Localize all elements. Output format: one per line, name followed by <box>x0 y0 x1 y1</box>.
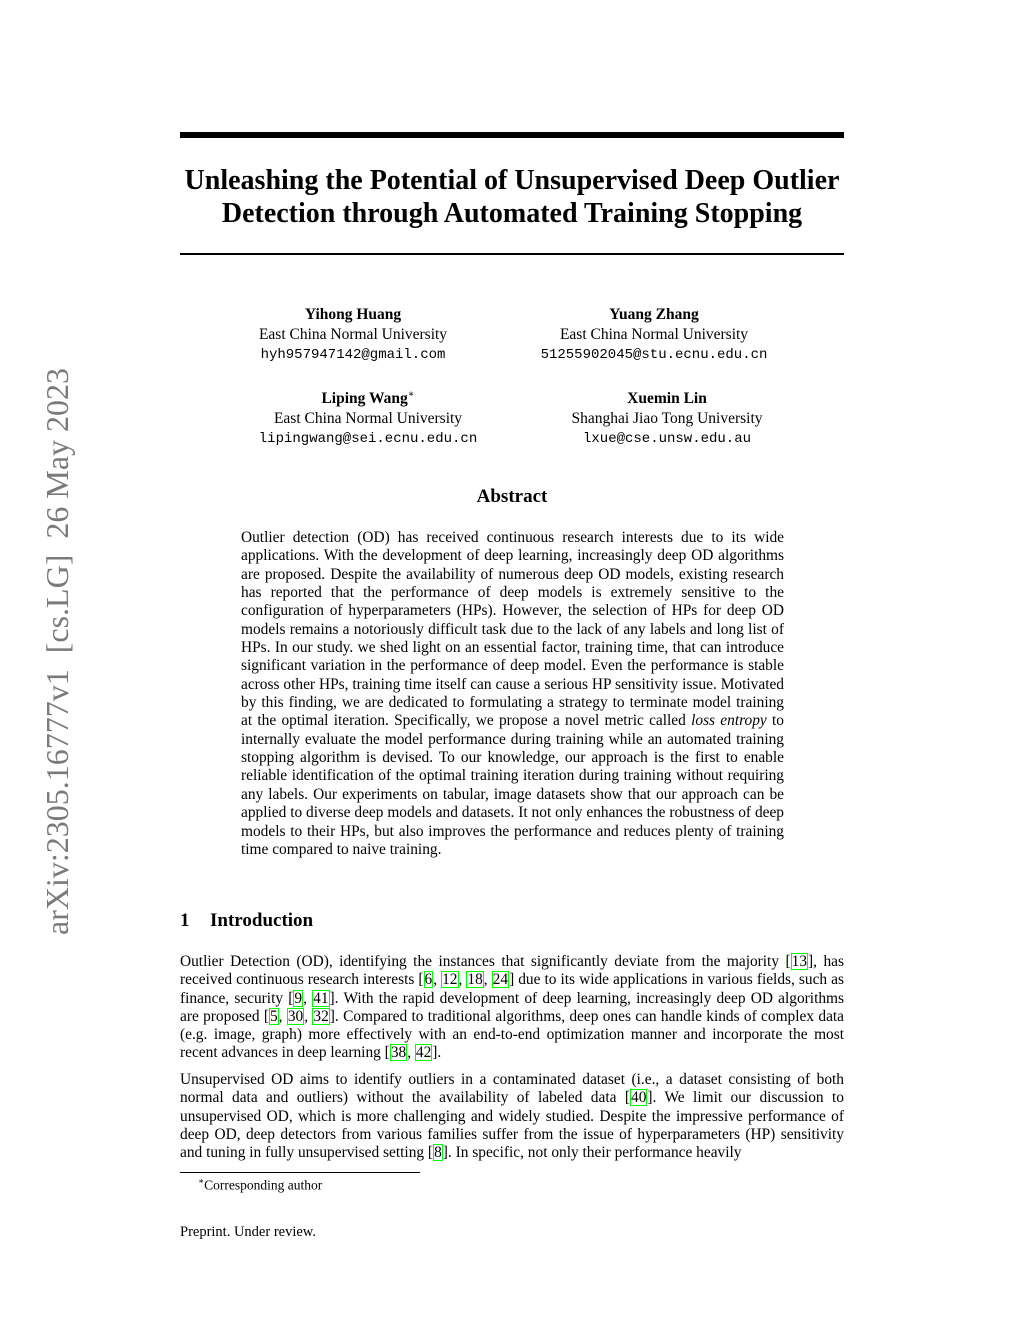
section-heading-introduction <box>180 910 313 932</box>
citation-link[interactable]: 9 <box>294 989 303 1007</box>
author-affiliation: East China Normal University <box>559 326 749 344</box>
author-name: Liping Wang∗ <box>321 389 415 408</box>
section-title: Introduction <box>210 910 314 931</box>
title-line-1: Unleashing the Potential of Unsupervised Deep Outlier <box>184 165 840 196</box>
citation-link[interactable]: 18 <box>467 971 483 989</box>
author-email: lxue@cse.unsw.edu.au <box>582 431 752 448</box>
author-name: Yihong Huang <box>304 306 402 324</box>
citation-link[interactable]: 24 <box>492 971 509 989</box>
footnote-text: Corresponding author <box>204 1177 323 1193</box>
citation-link[interactable]: 42 <box>415 1044 432 1062</box>
preprint-note: Preprint. Under review. <box>180 1224 316 1240</box>
arxiv-stamp <box>27 45 87 935</box>
title-bottom-rule <box>180 253 844 255</box>
section-number: 1 <box>180 910 190 931</box>
citation-link[interactable]: 30 <box>287 1007 304 1025</box>
author-name: Yuang Zhang <box>609 306 699 324</box>
author-affiliation: East China Normal University <box>258 326 448 344</box>
abstract-text: Outlier detection (OD) has received continuous research interests due to its wide applications. With the development of deep learning, increasingly deep OD algorithms are proposed. Despite the availability of numerous deep OD models, existing research has reported that the performance of deep models is extremely sensitive to the configuration of hyperparameters (HPs). However, the selection of HPs for deep OD models remains a notoriously difficult task due to the lack of any labels and long list of HPs. In our study. we shed light on an essential factor, training time, that can introduce significant variation in the performance of deep model. Even the performance is stable across other HPs, training time itself can cause a serious HP sensitivity issue. Motivated by this finding, we are dedicated to formulating a strategy to terminate model training at the optimal iteration. Specifically, we propose a novel metric called loss entropy to internally evaluate the model performance during training while an automated training stopping algorithm is devised. To our knowledge, our approach is the first to enable reliable identification of the optimal training iteration during training without requiring any labels. Our experiments on tabular, image datasets show that our approach can be applied to diverse deep models and datasets. It not only enhances the robustness of deep models to their HPs, but also improves the performance and reduces plenty of training time compared to naive training. <box>241 529 785 858</box>
author-email: lipingwang@sei.ecnu.edu.cn <box>258 431 478 448</box>
citation-link[interactable]: 32 <box>313 1007 329 1025</box>
title-line-2: Detection through Automated Training Stopping <box>221 198 803 229</box>
author-email: 51255902045@stu.ecnu.edu.cn <box>540 347 768 364</box>
author-block-3 <box>203 385 533 449</box>
author-block-4 <box>502 385 832 449</box>
author-block-2 <box>489 301 819 365</box>
citation-link[interactable]: 40 <box>631 1089 647 1107</box>
author-block-1 <box>188 301 518 365</box>
citation-link[interactable]: 13 <box>791 953 808 970</box>
citation-link[interactable]: 38 <box>390 1044 407 1062</box>
citation-link[interactable]: 41 <box>313 989 329 1007</box>
footnote-mark: ∗ <box>198 1176 205 1186</box>
paper-title <box>180 164 844 230</box>
intro-paragraph-2: Unsupervised OD aims to identify outliers in a contaminated dataset (i.e., a dataset consisting of both normal data and outliers) without the availability of labeled data [40]. We limit our discussion to unsupervised OD, which is more challenging and widely studied. Despite the impressive performance of deep OD, deep detectors from various families suffer from the issue of hyperparameters (HP) sensitivity and tuning in fully unsupervised setting [8]. In specific, not only their performance heavily <box>180 1071 844 1162</box>
abstract-heading: Abstract <box>476 486 548 507</box>
author-name: Xuemin Lin <box>627 390 707 408</box>
author-affiliation: East China Normal University <box>273 410 463 428</box>
footnote-rule <box>180 1172 420 1173</box>
citation-link[interactable]: 8 <box>434 1144 442 1162</box>
intro-paragraph-1: Outlier Detection (OD), identifying the instances that significantly deviate from the majority [13], has received continuous research interests [6, 12, 18, 24] due to its wide applications in various fields, such as finance, security [9, 41]. With the rapid development of deep learning, increasingly deep OD algorithms are proposed [5, 30, 32]. Compared to traditional algorithms, deep ones can handle kinds of complex data (e.g. image, graph) more effectively with an end-to-end optimization manner and incorporate the most recent advances in deep learning [38, 42]. <box>180 953 845 1062</box>
title-top-rule <box>180 132 844 138</box>
abstract-emphasis: loss entropy <box>691 712 767 730</box>
citation-link[interactable]: 6 <box>424 971 433 989</box>
footnote <box>198 1176 322 1194</box>
citation-link[interactable]: 5 <box>269 1007 278 1025</box>
arxiv-stamp-text: arXiv:2305.16777v1 [cs.LG] 26 May 2023 <box>39 367 75 935</box>
citation-link[interactable]: 12 <box>442 971 458 989</box>
author-affiliation: Shanghai Jiao Tong University <box>571 410 763 428</box>
author-email: hyh957947142@gmail.com <box>260 347 446 364</box>
